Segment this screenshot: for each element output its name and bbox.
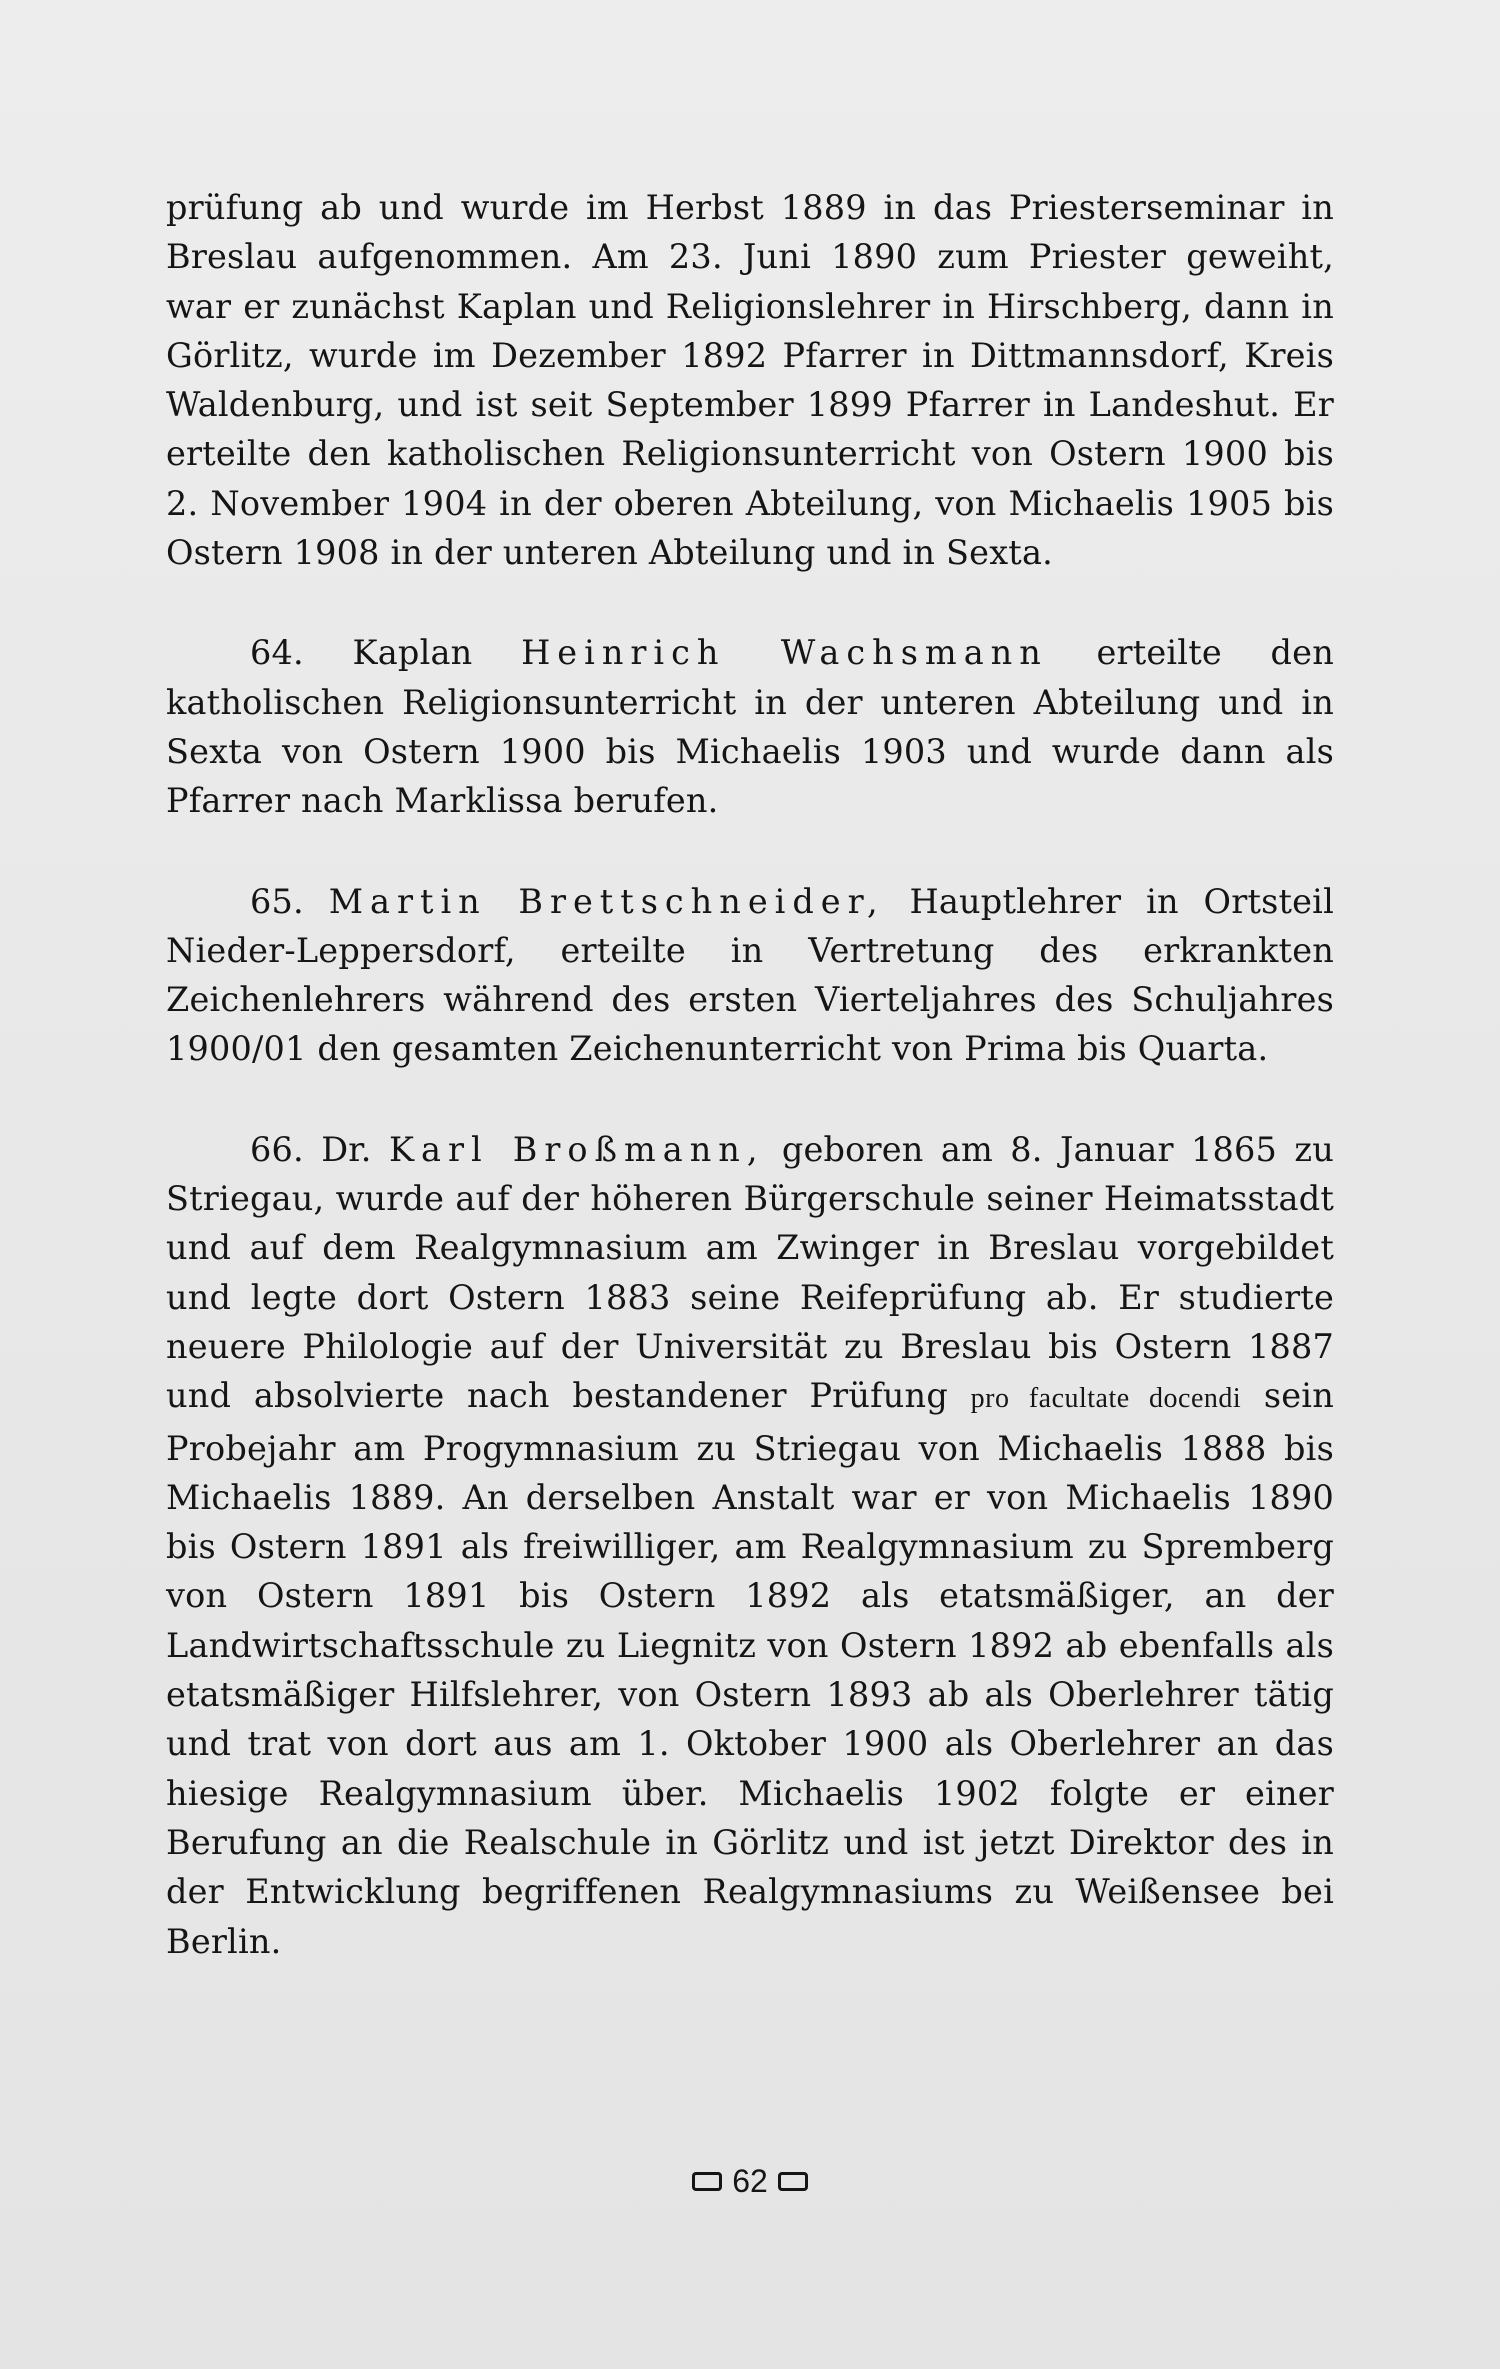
entry-number: 64. bbox=[250, 633, 304, 673]
paragraph-text: prüfung ab und wurde im Herbst 1889 in das Priesterseminar in Breslau aufgenommen. Am 23. Juni 1890 zum Priester geweiht, war er zunächst Kaplan und Religionslehrer in Hirschberg, dann in Görlitz, wurde im Dezember 1892 Pfarrer in Dittmannsdorf, Kreis Waldenburg, und ist seit September 1899 Pfarrer in Landeshut. Er erteilte den katholischen Religionsunterricht von Ostern 1900 bis 2. November 1904 in der oberen Abteilung, von Michaelis 1905 bis Ostern 1908 in der unteren Abteilung und in Sexta. bbox=[166, 188, 1334, 573]
entry-number: 66. bbox=[250, 1129, 304, 1169]
ornament-box-left-icon bbox=[692, 2172, 722, 2191]
entry-text: Hauptlehrer in Ortsteil Nieder-Leppersdorf, erteilte in Vertretung des erkrankten Zeichenlehrers während des ersten Vierteljahres des Schuljahres 1900/01 den gesamten Zeichenunterricht von Prima bis Quarta. bbox=[166, 881, 1335, 1069]
person-name: Karl Broßmann, bbox=[388, 1129, 765, 1169]
ornament-box-right-icon bbox=[778, 2172, 808, 2191]
paragraph-continued bbox=[166, 183, 1334, 577]
person-name: Martin Brettschneider, bbox=[328, 881, 885, 921]
title-prefix: Kaplan bbox=[352, 633, 473, 673]
entry-text-part-b: sein Probejahr am Progymnasium zu Striegau von Michaelis 1888 bis Michaelis 1889. An derselben Anstalt war er von Michaelis 1890 bis Ostern 1891 als freiwilliger, am Realgymnasium zu Spremberg von Ostern 1891 bis Ostern 1892 als etatsmäßiger, an der Landwirtschaftsschule zu Liegnitz von Ostern 1892 ab ebenfalls als etatsmäßiger Hilfslehrer, von Ostern 1893 ab als Oberlehrer tätig und trat von dort aus am 1. Oktober 1900 als Oberlehrer an das hiesige Realgymnasium über. Michaelis 1902 folgte er einer Berufung an die Realschule in Görlitz und ist jetzt Direktor des in der Entwicklung begriffenen Realgymnasiums zu Weißensee bei Berlin. bbox=[166, 1376, 1334, 1961]
body-text bbox=[166, 183, 1334, 1966]
person-name: Heinrich Wachsmann bbox=[521, 633, 1048, 673]
title-prefix: Dr. bbox=[321, 1129, 372, 1169]
page-number: 62 bbox=[732, 2163, 768, 2199]
paragraph-entry-66 bbox=[166, 1125, 1334, 1966]
entry-number: 65. bbox=[250, 881, 304, 921]
paragraph-entry-64 bbox=[166, 628, 1334, 825]
entry-text-part-a: geboren am 8. Januar 1865 zu Striegau, wurde auf der höheren Bürgerschule seiner Heimatsstadt und auf dem Realgymnasium am Zwinger in Breslau vorgebildet und legte dort Ostern 1883 seine Reifeprüfung ab. Er studierte neuere Philologie auf der Universität zu Breslau bis Ostern 1887 und absolvierte nach bestandener Prüfung bbox=[166, 1129, 1334, 1416]
page-footer bbox=[0, 2163, 1500, 2200]
paragraph-entry-65 bbox=[166, 877, 1334, 1074]
entry-text: erteilte den katholischen Religionsunterricht in der unteren Abteilung und in Sexta von Ostern 1900 bis Michaelis 1903 und wurde dann als Pfarrer nach Marklissa berufen. bbox=[166, 633, 1334, 821]
latin-phrase: pro facultate docendi bbox=[970, 1383, 1242, 1415]
